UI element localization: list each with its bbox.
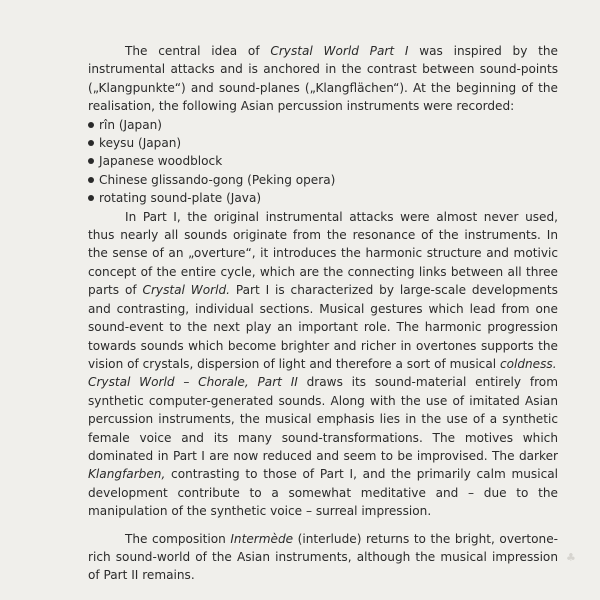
paragraph-intro-text: The central idea of — [125, 44, 271, 58]
instrument-name: keysu (Japan) — [99, 136, 182, 151]
instrument-list — [88, 116, 558, 208]
work-title-part-1: Crystal World Part I — [270, 44, 409, 58]
list-item — [88, 134, 558, 152]
paragraph-part-one-text-2: Part I is characterized by large-scale developments and contrasting, individual sections. Musical gestures which lead from one sound-event to the next play an important role. The harmonic progression towards sounds which become brighter and richer in overtones supports the vision of crystals, dispersion of light and therefore a sort of musical — [88, 283, 558, 371]
paragraph-part-two-text-1: draws its sound-material entirely from synthetic computer-generated sounds. Along with the use of imitated Asian percussion instruments, the musical emphasis lies in the use of a synthetic female voice and its many sound-transformations. The motives which dominated in Part I are now reduced and seem to be improvised. The darker — [88, 375, 558, 463]
faint-mark-icon: ♣ — [566, 551, 576, 564]
paragraph-intermede-text-1: The composition — [125, 531, 231, 546]
paragraph-intro-rest: was inspired by the instrumental attacks and is anchored in the contrast between sound-points („Klangpunkte“) and sound-planes („Klangflächen“). At the beginning of the realisation, the following Asian percussion instruments were recorded: — [88, 44, 558, 114]
paragraph-part-one — [88, 208, 558, 374]
emphasis-coldness: coldness. — [499, 356, 557, 371]
paragraph-intermede — [88, 530, 558, 585]
work-title-intermede: Intermède — [230, 531, 294, 546]
liner-notes-text — [88, 42, 558, 585]
paragraph-intermede-text-2: (interlude) returns to the bright, overtone-rich sound-world of the Asian instruments, although the musical impression of Part II remains. — [88, 531, 559, 583]
bullet-icon — [88, 140, 94, 146]
list-item — [88, 152, 558, 170]
list-item — [88, 171, 558, 189]
instrument-name: Japanese woodblock — [99, 154, 223, 169]
paragraph-intro — [88, 42, 558, 116]
instrument-name: rotating sound-plate (Java) — [99, 191, 262, 206]
bullet-icon — [88, 195, 94, 201]
work-title-chorale-part-2: Crystal World – Chorale, Part II — [88, 375, 298, 390]
instrument-name: Chinese glissando-gong (Peking opera) — [99, 172, 336, 187]
list-item — [88, 189, 558, 207]
bullet-icon — [88, 158, 94, 164]
emphasis-klangfarben: Klangfarben, — [88, 467, 166, 482]
bullet-icon — [88, 177, 94, 183]
list-item — [88, 116, 558, 134]
paragraph-part-two-text-2: contrasting to those of Part I, and the primarily calm musical development contribute to a somewhat meditative and – due to the manipulation of the synthetic voice – surreal impression. — [88, 467, 558, 519]
paragraph-part-one-text-1: In Part I, the original instrumental attacks were almost never used, thus nearly all sounds originate from the resonance of the instruments. In the sense of an „overture“, it introduces the harmonic structure and motivic concept of the entire cycle, which are the connecting links between all three parts of — [88, 209, 558, 298]
bullet-icon — [88, 122, 94, 128]
work-title-crystal-world: Crystal World. — [142, 283, 230, 298]
paragraph-part-two — [88, 373, 558, 520]
instrument-name: rîn (Japan) — [99, 117, 163, 132]
